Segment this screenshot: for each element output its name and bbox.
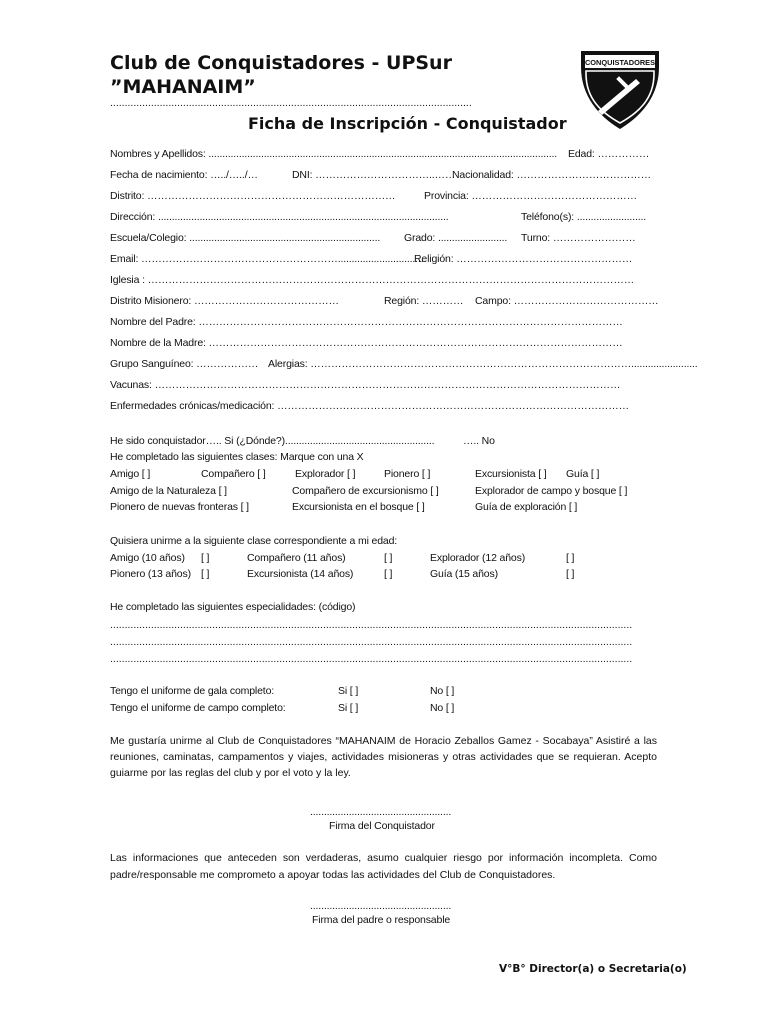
form-title: Ficha de Inscripción - Conquistador — [248, 114, 567, 133]
unirme-amigo-checkbox[interactable]: [ ] — [201, 552, 210, 564]
sido-conquistador-field[interactable]: He sido conquistador….. Si (¿Dónde?)...................................................... — [110, 435, 435, 447]
distrito-field[interactable]: Distrito: ……………………………………………………………… — [110, 190, 396, 202]
clase-amigo-naturaleza-checkbox[interactable]: Amigo de la Naturaleza [ ] — [110, 485, 227, 497]
uniforme-gala-no[interactable]: No [ ] — [430, 685, 455, 697]
conquistadores-logo-icon — [578, 47, 662, 131]
unirme-guia-label: Guía (15 años) — [430, 568, 498, 580]
direccion-field[interactable]: Dirección: ......................................................................................................... — [110, 211, 449, 223]
clase-guia-exploracion-checkbox[interactable]: Guía de exploración [ ] — [475, 501, 578, 513]
nombres-field[interactable]: Nombres y Apellidos: .............................................................................................................................. — [110, 148, 558, 160]
logo-text: CONQUISTADORES — [584, 58, 656, 67]
uniforme-campo-si[interactable]: Si [ ] — [338, 702, 359, 714]
unirme-explorador-checkbox[interactable]: [ ] — [566, 552, 575, 564]
clase-excursionista-checkbox[interactable]: Excursionista [ ] — [475, 468, 547, 480]
declaracion-paragraph: Me gustaría unirme al Club de Conquistadores “MAHANAIM de Horacio Zeballos Gamez - Socabaya” Asistiré a las reuniones, caminatas, campamentos y viajes, actividades misioneras y otras actividades que se requieran. Acepto guiarme por las reglas del club y por el voto y la ley. — [110, 735, 657, 779]
grupo-sanguineo-field[interactable]: Grupo Sanguíneo: ……………… — [110, 358, 259, 370]
clase-amigo-checkbox[interactable]: Amigo [ ] — [110, 468, 151, 480]
unirme-companero-checkbox[interactable]: [ ] — [384, 552, 393, 564]
especialidades-line-2[interactable]: ................................................................................................................................................................................... — [110, 636, 633, 648]
unirme-titulo: Quisiera unirme a la siguiente clase correspondiente a mi edad: — [110, 535, 398, 547]
clases-instruccion: He completado las siguientes clases: Marque con una X — [110, 451, 364, 463]
clase-explorador-campo-checkbox[interactable]: Explorador de campo y bosque [ ] — [475, 485, 628, 497]
alergias-field[interactable]: Alergias: …………………………………………………………………………………........................ — [268, 358, 698, 370]
unirme-companero-label: Compañero (11 años) — [247, 552, 346, 564]
unirme-pionero-label: Pionero (13 años) — [110, 568, 191, 580]
edad-field[interactable]: Edad: …………… — [568, 148, 650, 160]
grado-field[interactable]: Grado: ......................... — [404, 232, 508, 244]
especialidades-line-3[interactable]: ................................................................................................................................................................................... — [110, 653, 633, 665]
firma-conquistador-label: Firma del Conquistador — [329, 820, 435, 832]
clase-companero-excursionismo-checkbox[interactable]: Compañero de excursionismo [ ] — [292, 485, 439, 497]
club-name: ”MAHANAIM” — [110, 76, 256, 98]
clase-companero-checkbox[interactable]: Compañero [ ] — [201, 468, 266, 480]
religion-field[interactable]: Religión: …………………………………………… — [414, 253, 633, 265]
clase-guia-checkbox[interactable]: Guía [ ] — [566, 468, 600, 480]
unirme-amigo-label: Amigo (10 años) — [110, 552, 185, 564]
firma-conquistador-line[interactable]: ................................................... — [310, 806, 452, 818]
fecha-nacimiento-field[interactable]: Fecha de nacimiento: …../…../… — [110, 169, 258, 181]
distrito-misionero-field[interactable]: Distrito Misionero: …………………………………… — [110, 295, 339, 307]
unirme-explorador-label: Explorador (12 años) — [430, 552, 526, 564]
visto-bueno-label: V°B° Director(a) o Secretaria(o) — [499, 963, 687, 975]
campo-field[interactable]: Campo: …………………………………… — [475, 295, 659, 307]
turno-field[interactable]: Turno: …………………… — [521, 232, 636, 244]
unirme-excursionista-checkbox[interactable]: [ ] — [384, 568, 393, 580]
header-dotted-rule: ............................................................................................................................ — [110, 97, 472, 109]
nacionalidad-field[interactable]: Nacionalidad: ………………………………… — [452, 169, 651, 181]
unirme-guia-checkbox[interactable]: [ ] — [566, 568, 575, 580]
telefono-field[interactable]: Teléfono(s): ......................... — [521, 211, 647, 223]
clase-excursionista-bosque-checkbox[interactable]: Excursionista en el bosque [ ] — [292, 501, 425, 513]
uniforme-gala-si[interactable]: Si [ ] — [338, 685, 359, 697]
vacunas-field[interactable]: Vacunas: ……………………………………………………………………………………………………………………… — [110, 379, 621, 391]
especialidades-line-1[interactable]: ................................................................................................................................................................................... — [110, 619, 633, 631]
clase-pionero-fronteras-checkbox[interactable]: Pionero de nuevas fronteras [ ] — [110, 501, 249, 513]
escuela-field[interactable]: Escuela/Colegio: ..................................................................... — [110, 232, 381, 244]
madre-field[interactable]: Nombre de la Madre: ………………………………………………………………………………………………………… — [110, 337, 623, 349]
especialidades-titulo: He completado las siguientes especialidades: (código) — [110, 601, 356, 613]
email-field[interactable]: Email: …………………………………………………................................ — [110, 253, 427, 265]
firma-padre-label: Firma del padre o responsable — [312, 914, 451, 926]
enfermedades-field[interactable]: Enfermedades crónicas/medicación: ………………………………………………………………………………………… — [110, 400, 629, 412]
region-field[interactable]: Región: ………… — [384, 295, 464, 307]
unirme-excursionista-label: Excursionista (14 años) — [247, 568, 354, 580]
responsable-paragraph: Las informaciones que anteceden son verdaderas, asumo cualquier riesgo por información incompleta. Como padre/responsable me comprometo a apoyar todas las actividades del Club de Conquistadores. — [110, 852, 657, 881]
uniforme-campo-label: Tengo el uniforme de campo completo: — [110, 702, 286, 714]
provincia-field[interactable]: Provincia: ………………………………………… — [424, 190, 637, 202]
uniforme-campo-no[interactable]: No [ ] — [430, 702, 455, 714]
sido-conquistador-no[interactable]: ….. No — [463, 435, 495, 447]
uniforme-gala-label: Tengo el uniforme de gala completo: — [110, 685, 275, 697]
clase-pionero-checkbox[interactable]: Pionero [ ] — [384, 468, 431, 480]
clase-explorador-checkbox[interactable]: Explorador [ ] — [295, 468, 356, 480]
club-title: Club de Conquistadores - UPSur — [110, 52, 452, 74]
firma-padre-line[interactable]: ................................................... — [310, 900, 452, 912]
iglesia-field[interactable]: Iglesia : …………………………………………………………………………………………………………………………… — [110, 274, 635, 286]
unirme-pionero-checkbox[interactable]: [ ] — [201, 568, 210, 580]
padre-field[interactable]: Nombre del Padre: …………………………………………………………………………………………………………… — [110, 316, 623, 328]
dni-field[interactable]: DNI: ……………………………..…… — [292, 169, 456, 181]
